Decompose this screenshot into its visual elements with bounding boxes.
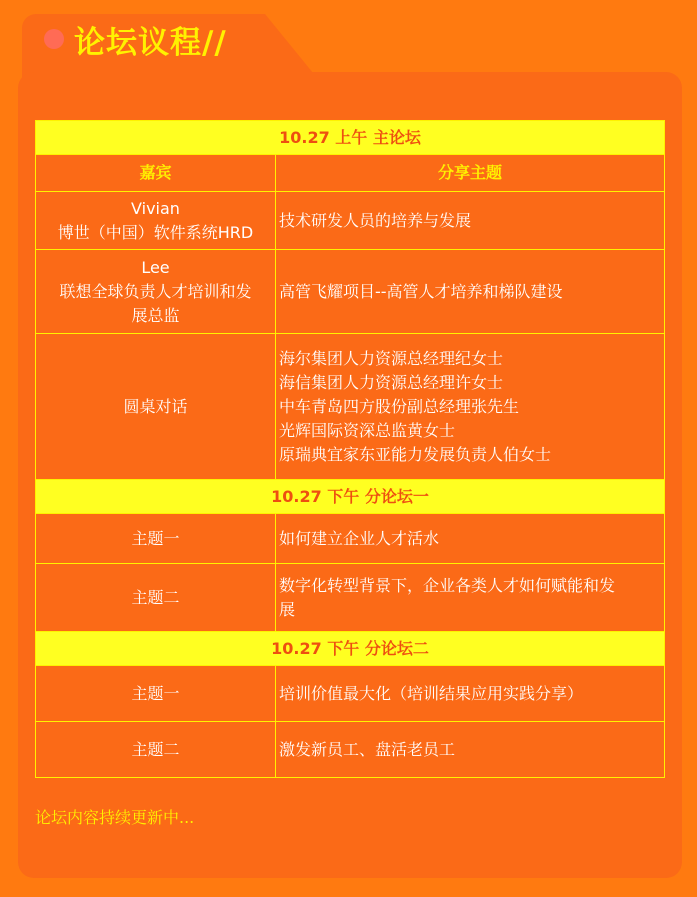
topic-text: 海尔集团人力资源总经理纪女士 (279, 348, 504, 368)
guest-cell (36, 192, 276, 250)
topic-text: 原瑞典宜家东亚能力发展负责人伯女士 (279, 444, 552, 464)
guest-cell: 主题一 (36, 514, 276, 564)
section-header-main (36, 121, 665, 155)
topic-text: 中车青岛四方股份副总经理张先生 (279, 396, 520, 416)
table-row (36, 564, 665, 632)
guest-title: 博世（中国）软件系统HRD (57, 222, 254, 242)
topic-text: 技术研发人员的培养与发展 (279, 210, 472, 230)
guest-cell (36, 334, 276, 480)
topic-cell (276, 564, 665, 632)
column-header-guest: 嘉宾 (36, 155, 276, 192)
section-header-sub2 (36, 632, 665, 666)
topic-cell: 激发新员工、盘活老员工 (276, 722, 665, 778)
section-header-sub1 (36, 480, 665, 514)
topic-text: 数字化转型背景下，企业各类人才如何赋能和发 (279, 575, 616, 595)
topic-cell (276, 334, 665, 480)
topic-cell: 培训价值最大化（培训结果应用实践分享） (276, 666, 665, 722)
guest-name: Lee (141, 257, 170, 277)
guest-name: 圆桌对话 (123, 396, 188, 416)
table-row (36, 192, 665, 250)
guest-cell (36, 250, 276, 334)
bullet-dot-icon (44, 29, 64, 49)
table-row (36, 722, 665, 778)
guest-cell: 主题二 (36, 564, 276, 632)
topic-text: 高管飞耀项目--高管人才培养和梯队建设 (279, 281, 563, 301)
table-row (36, 514, 665, 564)
topic-cell (276, 192, 665, 250)
table-row (36, 334, 665, 480)
table-row (36, 666, 665, 722)
agenda-table (35, 120, 665, 778)
topic-text: 展 (279, 599, 296, 619)
table-row (36, 250, 665, 334)
topic-cell: 如何建立企业人才活水 (276, 514, 665, 564)
guest-title: 联想全球负责人才培训和发 (59, 281, 252, 301)
guest-cell: 主题二 (36, 722, 276, 778)
section-title: 10.27 下午 分论坛二 (36, 632, 665, 666)
column-header-topic: 分享主题 (276, 155, 665, 192)
guest-title: 展总监 (131, 305, 180, 325)
topic-text: 光辉国际资深总监黄女士 (279, 420, 456, 440)
page-title: 论坛议程// (74, 25, 227, 61)
topic-cell (276, 250, 665, 334)
update-note: 论坛内容持续更新中... (35, 808, 195, 827)
section-title: 10.27 下午 分论坛一 (36, 480, 665, 514)
section-title: 10.27 上午 主论坛 (36, 121, 665, 155)
topic-text: 海信集团人力资源总经理许女士 (279, 372, 504, 392)
table-header-row (36, 155, 665, 192)
guest-name: Vivian (131, 198, 180, 218)
guest-cell: 主题一 (36, 666, 276, 722)
